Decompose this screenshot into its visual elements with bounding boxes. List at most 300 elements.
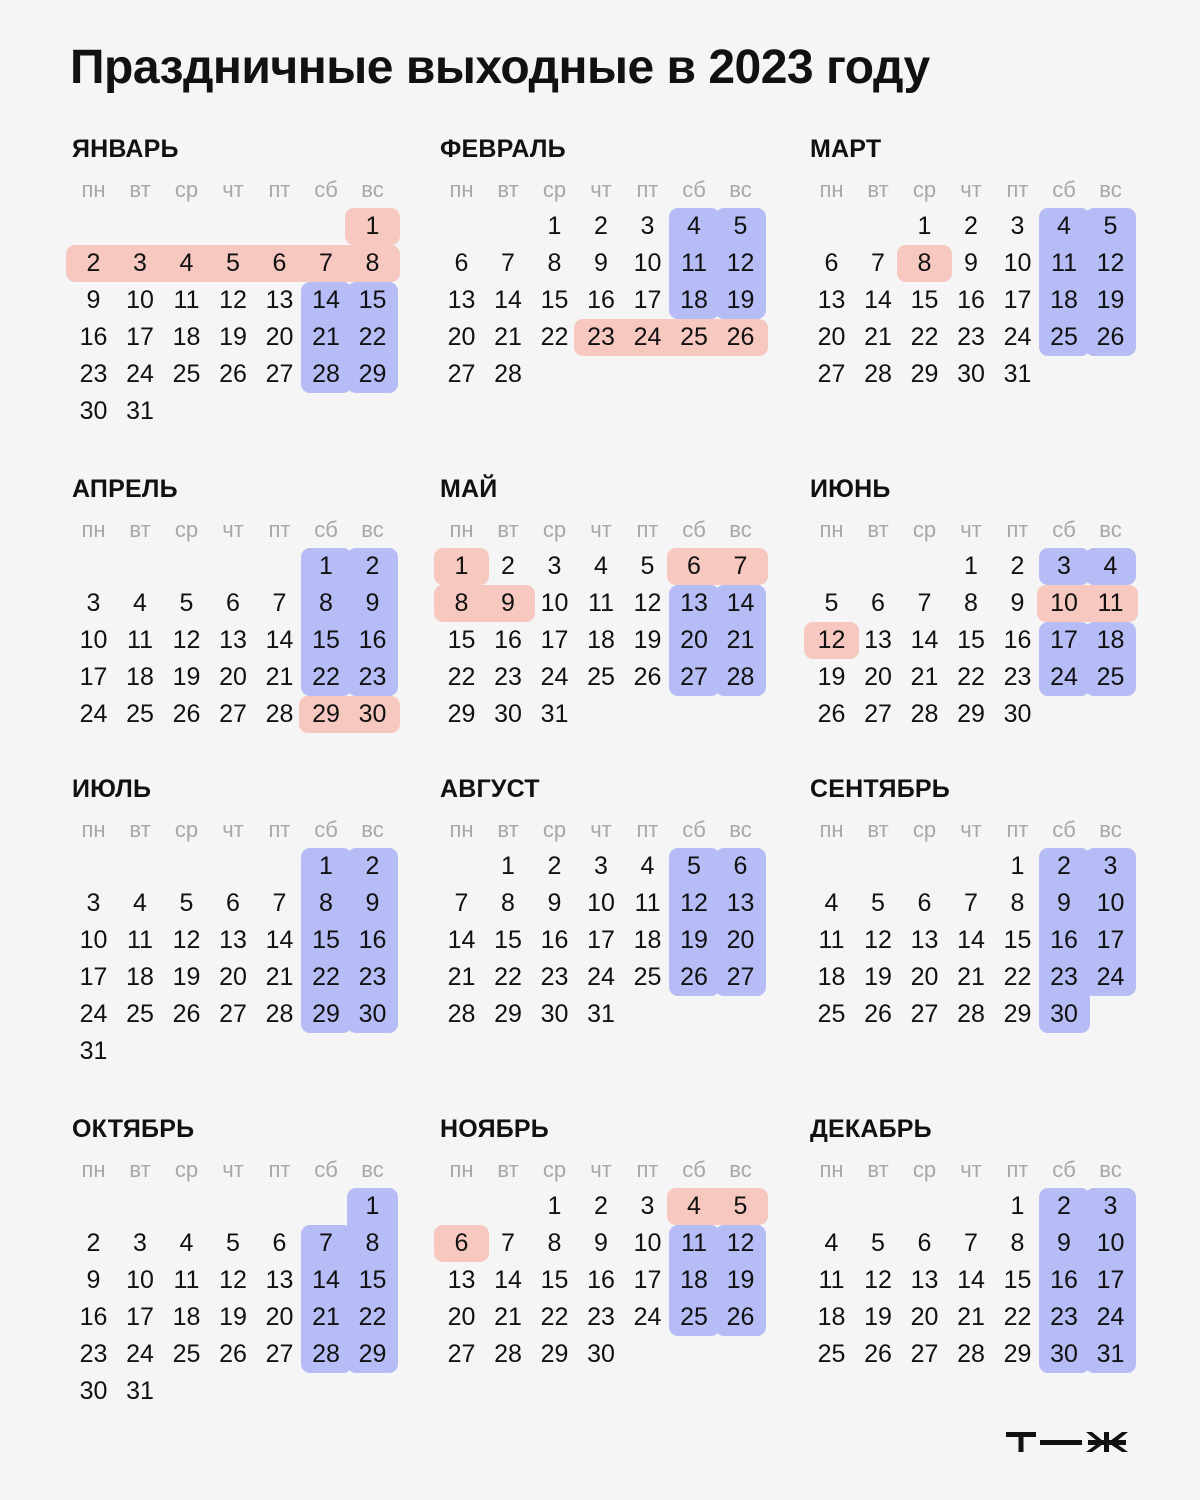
day-number: 21 xyxy=(726,626,755,654)
day-number: 2 xyxy=(964,212,978,240)
weekday-label: вт xyxy=(129,817,151,842)
day-number: 29 xyxy=(312,1000,340,1028)
day-number: 21 xyxy=(864,323,892,351)
month-name: СЕНТЯБРЬ xyxy=(810,775,950,803)
day-number: 28 xyxy=(265,1000,294,1028)
day-number: 4 xyxy=(179,1229,194,1257)
day-number: 23 xyxy=(1050,963,1078,991)
day-number: 17 xyxy=(79,963,108,991)
weekday-label: сб xyxy=(682,177,706,202)
day-number: 26 xyxy=(219,360,247,388)
day-number: 22 xyxy=(358,1303,387,1331)
day-number: 27 xyxy=(447,1340,476,1368)
day-number: 5 xyxy=(226,1229,240,1257)
weekday-label: чт xyxy=(960,1157,982,1182)
day-number: 31 xyxy=(126,1377,154,1405)
weekday-label: чт xyxy=(590,517,612,542)
day-number: 19 xyxy=(1096,286,1125,314)
day-number: 24 xyxy=(126,1340,154,1368)
day-number: 22 xyxy=(957,663,985,691)
day-number: 16 xyxy=(957,286,985,314)
day-number: 18 xyxy=(172,323,201,351)
day-number: 17 xyxy=(587,926,615,954)
day-number: 9 xyxy=(501,589,515,617)
weekday-label: пт xyxy=(636,177,659,202)
month-name: ОКТЯБРЬ xyxy=(72,1115,195,1143)
month-name: МАЙ xyxy=(440,475,498,503)
tzh-logo-icon xyxy=(1006,1430,1132,1454)
day-number: 8 xyxy=(917,249,932,277)
day-number: 11 xyxy=(681,1229,707,1257)
day-number: 11 xyxy=(127,626,153,654)
day-number: 21 xyxy=(957,1303,985,1331)
day-number: 16 xyxy=(540,926,569,954)
day-number: 27 xyxy=(219,1000,247,1028)
weekday-label: чт xyxy=(590,177,612,202)
day-number: 10 xyxy=(126,286,154,314)
weekday-label: пт xyxy=(636,817,659,842)
day-number: 27 xyxy=(817,360,846,388)
day-number: 21 xyxy=(312,1303,340,1331)
weekday-label: ср xyxy=(542,1157,567,1182)
day-number: 10 xyxy=(126,1266,154,1294)
day-number: 30 xyxy=(1050,1340,1078,1368)
day-number: 12 xyxy=(219,286,247,314)
day-number: 15 xyxy=(312,926,340,954)
day-number: 1 xyxy=(1010,1192,1025,1220)
day-number: 6 xyxy=(454,1229,469,1257)
weekday-label: чт xyxy=(222,177,244,202)
weekday-label: пн xyxy=(819,177,844,202)
day-number: 17 xyxy=(79,663,108,691)
weekday-label: ср xyxy=(174,1157,199,1182)
day-number: 1 xyxy=(917,212,932,240)
day-number: 10 xyxy=(79,626,108,654)
day-number: 30 xyxy=(587,1340,615,1368)
day-number: 17 xyxy=(633,286,662,314)
day-number: 28 xyxy=(447,1000,476,1028)
day-number: 23 xyxy=(540,963,569,991)
weekday-label: ср xyxy=(912,1157,937,1182)
day-number: 6 xyxy=(226,889,240,917)
day-number: 2 xyxy=(1057,1192,1071,1220)
weekday-label: чт xyxy=(960,177,982,202)
day-number: 25 xyxy=(1096,663,1125,691)
weekday-label: ср xyxy=(542,517,567,542)
month-name: ИЮЛЬ xyxy=(72,775,152,803)
day-number: 4 xyxy=(133,889,147,917)
day-number: 9 xyxy=(1057,1229,1071,1257)
day-number: 9 xyxy=(1057,889,1071,917)
day-number: 5 xyxy=(226,249,240,277)
day-number: 24 xyxy=(540,663,569,691)
day-number: 30 xyxy=(79,1377,108,1405)
day-number: 10 xyxy=(587,889,615,917)
day-number: 17 xyxy=(1096,926,1125,954)
day-number: 16 xyxy=(1050,1266,1078,1294)
day-number: 28 xyxy=(265,700,294,728)
day-number: 29 xyxy=(1003,1340,1032,1368)
month-3 xyxy=(808,135,1138,435)
weekday-label: ср xyxy=(542,817,567,842)
weekday-label: вс xyxy=(1099,1157,1122,1182)
weekday-label: сб xyxy=(1052,1157,1076,1182)
day-number: 9 xyxy=(365,589,380,617)
weekday-label: вс xyxy=(361,517,384,542)
day-number: 30 xyxy=(494,700,522,728)
day-number: 11 xyxy=(173,286,200,314)
day-number: 8 xyxy=(1010,889,1025,917)
day-number: 9 xyxy=(86,286,101,314)
day-number: 1 xyxy=(964,552,978,580)
weekday-label: сб xyxy=(1052,517,1076,542)
day-number: 16 xyxy=(587,286,615,314)
weekday-label: пн xyxy=(449,517,474,542)
day-number: 23 xyxy=(587,323,615,351)
day-number: 10 xyxy=(1003,249,1032,277)
day-number: 7 xyxy=(733,552,748,580)
day-number: 12 xyxy=(817,626,846,654)
day-number: 20 xyxy=(680,626,708,654)
day-number: 25 xyxy=(817,1000,846,1028)
day-number: 27 xyxy=(265,360,294,388)
day-number: 3 xyxy=(594,852,608,880)
day-number: 14 xyxy=(957,926,985,954)
day-number: 30 xyxy=(1050,1000,1078,1028)
day-number: 5 xyxy=(871,889,885,917)
day-number: 25 xyxy=(680,323,708,351)
day-number: 25 xyxy=(817,1340,846,1368)
day-number: 22 xyxy=(312,663,340,691)
day-number: 7 xyxy=(917,589,932,617)
day-number: 16 xyxy=(1003,626,1032,654)
day-number: 14 xyxy=(494,1266,522,1294)
day-number: 11 xyxy=(634,889,661,917)
day-number: 15 xyxy=(358,286,387,314)
day-number: 20 xyxy=(726,926,755,954)
day-number: 28 xyxy=(494,360,522,388)
weekday-label: вт xyxy=(129,517,151,542)
day-number: 13 xyxy=(726,889,755,917)
weekday-label: пн xyxy=(449,177,474,202)
day-number: 16 xyxy=(358,926,387,954)
weekday-label: вс xyxy=(729,1157,752,1182)
weekday-label: ср xyxy=(174,817,199,842)
weekday-label: сб xyxy=(1052,817,1076,842)
page-title: Праздничные выходные в 2023 году xyxy=(70,41,930,94)
day-number: 23 xyxy=(79,360,108,388)
weekday-label: пт xyxy=(636,1157,659,1182)
day-number: 28 xyxy=(312,1340,340,1368)
weekday-label: сб xyxy=(682,817,706,842)
day-number: 19 xyxy=(172,663,201,691)
day-number: 10 xyxy=(1050,589,1078,617)
day-number: 1 xyxy=(319,552,333,580)
day-number: 19 xyxy=(864,963,892,991)
day-number: 6 xyxy=(824,249,839,277)
day-number: 19 xyxy=(726,286,755,314)
day-number: 22 xyxy=(447,663,476,691)
day-number: 27 xyxy=(864,700,892,728)
day-number: 23 xyxy=(1050,1303,1078,1331)
day-number: 15 xyxy=(494,926,522,954)
day-number: 7 xyxy=(272,889,287,917)
day-number: 1 xyxy=(501,852,515,880)
day-number: 29 xyxy=(957,700,985,728)
day-number: 13 xyxy=(219,926,247,954)
day-number: 3 xyxy=(640,1192,655,1220)
day-number: 4 xyxy=(640,852,655,880)
day-number: 15 xyxy=(1003,1266,1032,1294)
weekday-label: вт xyxy=(867,817,889,842)
day-number: 19 xyxy=(172,963,201,991)
month-1 xyxy=(70,135,400,435)
day-number: 29 xyxy=(447,700,476,728)
day-number: 16 xyxy=(587,1266,615,1294)
day-number: 20 xyxy=(864,663,892,691)
weekday-label: пн xyxy=(819,1157,844,1182)
day-number: 18 xyxy=(126,963,154,991)
day-number: 7 xyxy=(454,889,469,917)
day-number: 28 xyxy=(726,663,755,691)
day-number: 18 xyxy=(126,663,154,691)
day-number: 14 xyxy=(265,626,294,654)
weekday-label: пт xyxy=(268,1157,291,1182)
day-number: 7 xyxy=(319,249,333,277)
day-number: 2 xyxy=(594,212,608,240)
weekday-label: вт xyxy=(129,1157,151,1182)
day-number: 24 xyxy=(633,1303,662,1331)
day-number: 9 xyxy=(964,249,978,277)
day-number: 14 xyxy=(726,589,755,617)
day-number: 26 xyxy=(219,1340,247,1368)
day-number: 17 xyxy=(1050,626,1078,654)
day-number: 28 xyxy=(312,360,340,388)
day-number: 30 xyxy=(540,1000,569,1028)
day-number: 12 xyxy=(1096,249,1125,277)
day-number: 6 xyxy=(454,249,469,277)
weekday-label: пт xyxy=(1006,817,1029,842)
day-number: 25 xyxy=(172,1340,201,1368)
day-number: 12 xyxy=(172,926,201,954)
day-number: 20 xyxy=(817,323,846,351)
day-number: 26 xyxy=(680,963,708,991)
day-number: 22 xyxy=(494,963,522,991)
day-number: 31 xyxy=(540,700,569,728)
day-number: 31 xyxy=(587,1000,615,1028)
day-number: 8 xyxy=(454,589,469,617)
day-number: 24 xyxy=(587,963,615,991)
day-number: 4 xyxy=(1057,212,1071,240)
day-number: 12 xyxy=(680,889,708,917)
day-number: 10 xyxy=(1096,889,1125,917)
day-number: 24 xyxy=(126,360,154,388)
day-number: 2 xyxy=(365,552,380,580)
day-number: 3 xyxy=(1103,1192,1118,1220)
day-number: 11 xyxy=(818,1266,845,1294)
day-number: 6 xyxy=(917,1229,932,1257)
weekday-label: вт xyxy=(129,177,151,202)
day-number: 24 xyxy=(1003,323,1032,351)
day-number: 15 xyxy=(540,286,569,314)
day-number: 7 xyxy=(501,1229,515,1257)
day-number: 25 xyxy=(680,1303,708,1331)
day-number: 1 xyxy=(365,212,380,240)
day-number: 22 xyxy=(312,963,340,991)
day-number: 26 xyxy=(726,1303,755,1331)
day-number: 20 xyxy=(447,1303,476,1331)
day-number: 13 xyxy=(817,286,846,314)
day-number: 30 xyxy=(79,397,108,425)
day-number: 8 xyxy=(547,249,562,277)
day-number: 3 xyxy=(1103,852,1118,880)
day-number: 3 xyxy=(1057,552,1071,580)
day-number: 24 xyxy=(1096,963,1125,991)
month-name: АПРЕЛЬ xyxy=(72,475,178,503)
day-number: 18 xyxy=(633,926,662,954)
day-number: 10 xyxy=(633,1229,662,1257)
day-number: 31 xyxy=(79,1037,108,1065)
day-number: 5 xyxy=(179,589,194,617)
weekday-label: ср xyxy=(912,517,937,542)
day-number: 2 xyxy=(547,852,562,880)
day-number: 14 xyxy=(910,626,939,654)
day-number: 29 xyxy=(910,360,939,388)
weekday-label: пт xyxy=(268,517,291,542)
day-number: 23 xyxy=(587,1303,615,1331)
weekday-label: пт xyxy=(268,177,291,202)
day-number: 14 xyxy=(957,1266,985,1294)
weekday-label: вс xyxy=(729,517,752,542)
month-8 xyxy=(438,775,768,1075)
day-number: 18 xyxy=(172,1303,201,1331)
weekday-label: пт xyxy=(1006,1157,1029,1182)
weekday-label: вт xyxy=(497,1157,519,1182)
day-number: 22 xyxy=(1003,963,1032,991)
weekday-label: чт xyxy=(960,817,982,842)
day-number: 17 xyxy=(1003,286,1032,314)
day-number: 9 xyxy=(365,889,380,917)
day-number: 5 xyxy=(733,212,748,240)
day-number: 2 xyxy=(365,852,380,880)
weekday-label: вт xyxy=(867,177,889,202)
month-name: МАРТ xyxy=(810,135,882,163)
day-number: 6 xyxy=(687,552,701,580)
day-number: 20 xyxy=(447,323,476,351)
day-number: 10 xyxy=(633,249,662,277)
weekday-label: сб xyxy=(1052,177,1076,202)
weekday-label: вс xyxy=(361,817,384,842)
day-number: 11 xyxy=(1097,589,1124,617)
day-number: 14 xyxy=(312,286,340,314)
day-number: 10 xyxy=(1096,1229,1125,1257)
day-number: 28 xyxy=(494,1340,522,1368)
weekday-label: вс xyxy=(361,1157,384,1182)
day-number: 20 xyxy=(219,963,247,991)
day-number: 13 xyxy=(910,926,939,954)
day-number: 19 xyxy=(633,626,662,654)
day-number: 23 xyxy=(79,1340,108,1368)
day-number: 20 xyxy=(910,963,939,991)
day-number: 29 xyxy=(494,1000,522,1028)
day-number: 15 xyxy=(358,1266,387,1294)
weekday-label: вт xyxy=(497,817,519,842)
day-number: 27 xyxy=(447,360,476,388)
day-number: 4 xyxy=(1103,552,1118,580)
weekday-label: сб xyxy=(314,177,338,202)
day-number: 18 xyxy=(817,1303,846,1331)
day-number: 13 xyxy=(910,1266,939,1294)
day-number: 26 xyxy=(633,663,662,691)
weekday-label: пн xyxy=(81,517,106,542)
day-number: 13 xyxy=(864,626,892,654)
weekday-label: пн xyxy=(819,817,844,842)
day-number: 3 xyxy=(640,212,655,240)
day-number: 6 xyxy=(733,852,748,880)
day-number: 6 xyxy=(272,1229,287,1257)
day-number: 17 xyxy=(126,323,154,351)
month-12 xyxy=(808,1115,1138,1415)
day-number: 15 xyxy=(540,1266,569,1294)
day-number: 21 xyxy=(494,1303,522,1331)
day-number: 27 xyxy=(265,1340,294,1368)
day-number: 14 xyxy=(447,926,476,954)
day-number: 31 xyxy=(1096,1340,1125,1368)
day-number: 18 xyxy=(817,963,846,991)
day-number: 16 xyxy=(494,626,522,654)
day-number: 28 xyxy=(910,700,939,728)
day-number: 24 xyxy=(633,323,662,351)
day-number: 27 xyxy=(680,663,708,691)
day-number: 8 xyxy=(365,249,380,277)
day-number: 18 xyxy=(680,286,708,314)
day-number: 24 xyxy=(79,700,108,728)
weekday-label: ср xyxy=(912,177,937,202)
day-number: 8 xyxy=(501,889,515,917)
day-number: 4 xyxy=(687,212,701,240)
day-number: 1 xyxy=(547,212,562,240)
day-number: 11 xyxy=(127,926,153,954)
day-number: 21 xyxy=(265,963,294,991)
day-number: 29 xyxy=(312,700,340,728)
day-number: 12 xyxy=(219,1266,247,1294)
day-number: 23 xyxy=(957,323,985,351)
day-number: 23 xyxy=(358,963,387,991)
weekday-label: чт xyxy=(960,517,982,542)
day-number: 7 xyxy=(964,889,978,917)
weekday-label: вт xyxy=(867,517,889,542)
day-number: 14 xyxy=(265,926,294,954)
weekday-label: вс xyxy=(1099,517,1122,542)
day-number: 15 xyxy=(1003,926,1032,954)
day-number: 9 xyxy=(86,1266,101,1294)
day-number: 24 xyxy=(1050,663,1078,691)
month-name: ЯНВАРЬ xyxy=(72,135,179,163)
day-number: 11 xyxy=(681,249,707,277)
day-number: 15 xyxy=(957,626,985,654)
month-4 xyxy=(70,475,400,775)
day-number: 13 xyxy=(680,589,708,617)
day-number: 27 xyxy=(726,963,755,991)
day-number: 2 xyxy=(1057,852,1071,880)
day-number: 11 xyxy=(173,1266,200,1294)
day-number: 12 xyxy=(726,249,755,277)
day-number: 25 xyxy=(1050,323,1078,351)
day-number: 16 xyxy=(79,1303,108,1331)
weekday-label: ср xyxy=(912,817,937,842)
day-number: 6 xyxy=(226,589,240,617)
day-number: 29 xyxy=(358,360,387,388)
